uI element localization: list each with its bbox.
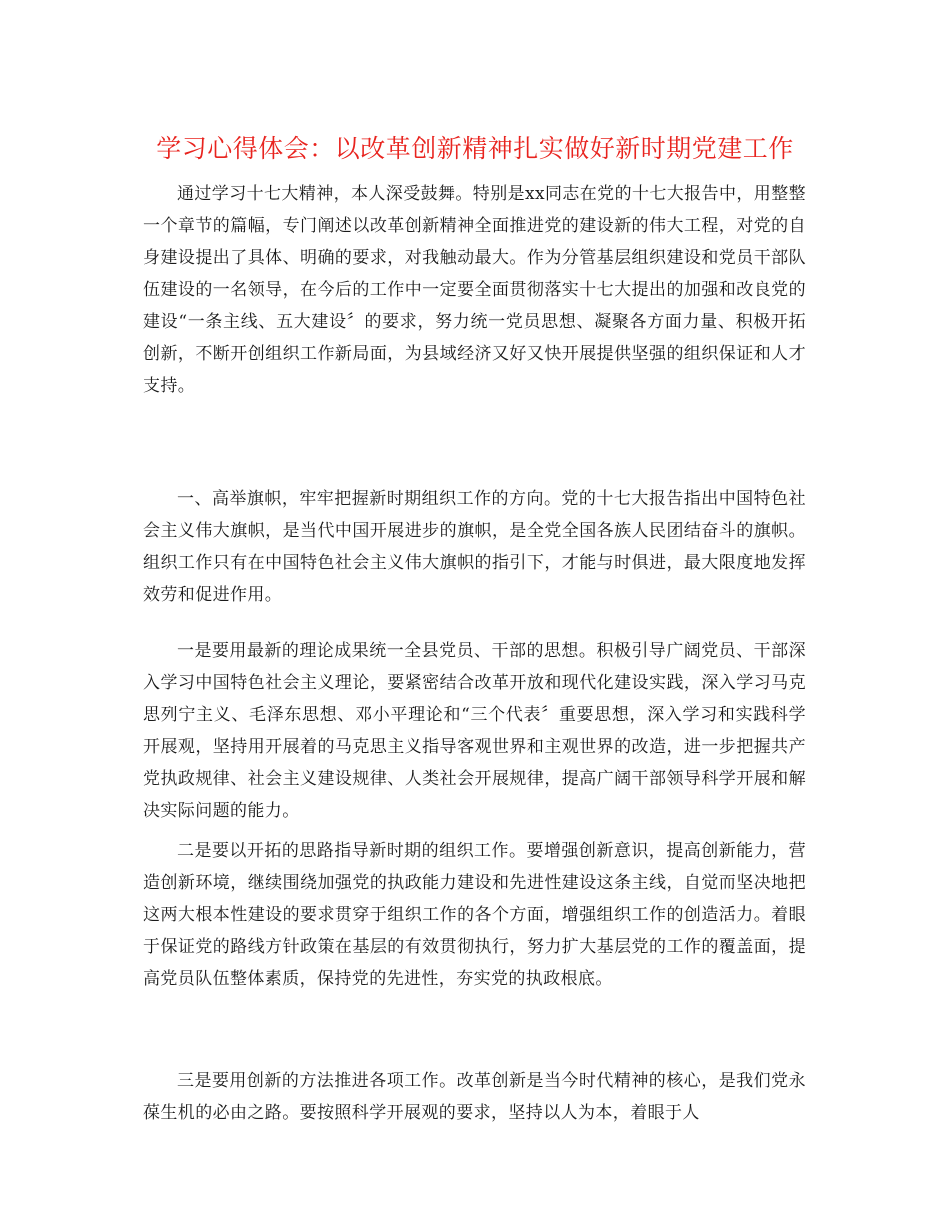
paragraph-point-one: 一是要用最新的理论成果统一全县党员、干部的思想。积极引导广阔党员、干部深入学习中国特色社会主义理论，要紧密结合改革开放和现代化建设实践，深入学习马克思列宁主义、毛泽东思想、邓小平理论和“三个代表〞重要思想，深入学习和实践科学开展观，坚持用开展着的马克思主义指导客观世界和主观世界的改造，进一步把握共产党执政规律、社会主义建设规律、人类社会开展规律，提高广阔干部领导科学开展和解决实际问题的能力。 — [143, 641, 806, 821]
paragraph-intro: 通过学习十七大精神，本人深受鼓舞。特别是xx同志在党的十七大报告中，用整整一个章节的篇幅，专门阐述以改革创新精神全面推进党的建设新的伟大工程，对党的自身建设提出了具体、明确的要求，对我触动最大。作为分管基层组织建设和党员干部队伍建设的一名领导，在今后的工作中一定要全面贯彻落实十七大提出的加强和改良党的建设“一条主线、五大建设〞的要求，努力统一党员思想、凝聚各方面力量、积极开拓创新，不断开创组织工作新局面，为县域经济又好又快开展提供坚强的组织保证和人才支持。 — [143, 184, 806, 396]
paragraph-point-two: 二是要以开拓的思路指导新时期的组织工作。要增强创新意识，提高创新能力，营造创新环境，继续围绕加强党的执政能力建设和先进性建设这条主线，自觉而坚决地把这两大根本性建设的要求贯穿于组织工作的各个方面，增强组织工作的创造活力。着眼于保证党的路线方针政策在基层的有效贯彻执行，努力扩大基层党的工作的覆盖面，提高党员队伍整体素质，保持党的先进性，夯实党的执政根底。 — [143, 841, 806, 989]
paragraph-section-one: 一、高举旗帜，牢牢把握新时期组织工作的方向。党的十七大报告指出中国特色社会主义伟大旗帜，是当代中国开展进步的旗帜，是全党全国各族人民团结奋斗的旗帜。组织工作只有在中国特色社会主义伟大旗帜的指引下，才能与时俱进，最大限度地发挥效劳和促进作用。 — [143, 489, 806, 605]
document-title: 学习心得体会：以改革创新精神扎实做好新时期党建工作 — [156, 134, 794, 163]
paragraph-point-three: 三是要用创新的方法推进各项工作。改革创新是当今时代精神的核心，是我们党永葆生机的必由之路。要按照科学开展观的要求，坚持以人为本，着眼于人 — [143, 1071, 806, 1123]
